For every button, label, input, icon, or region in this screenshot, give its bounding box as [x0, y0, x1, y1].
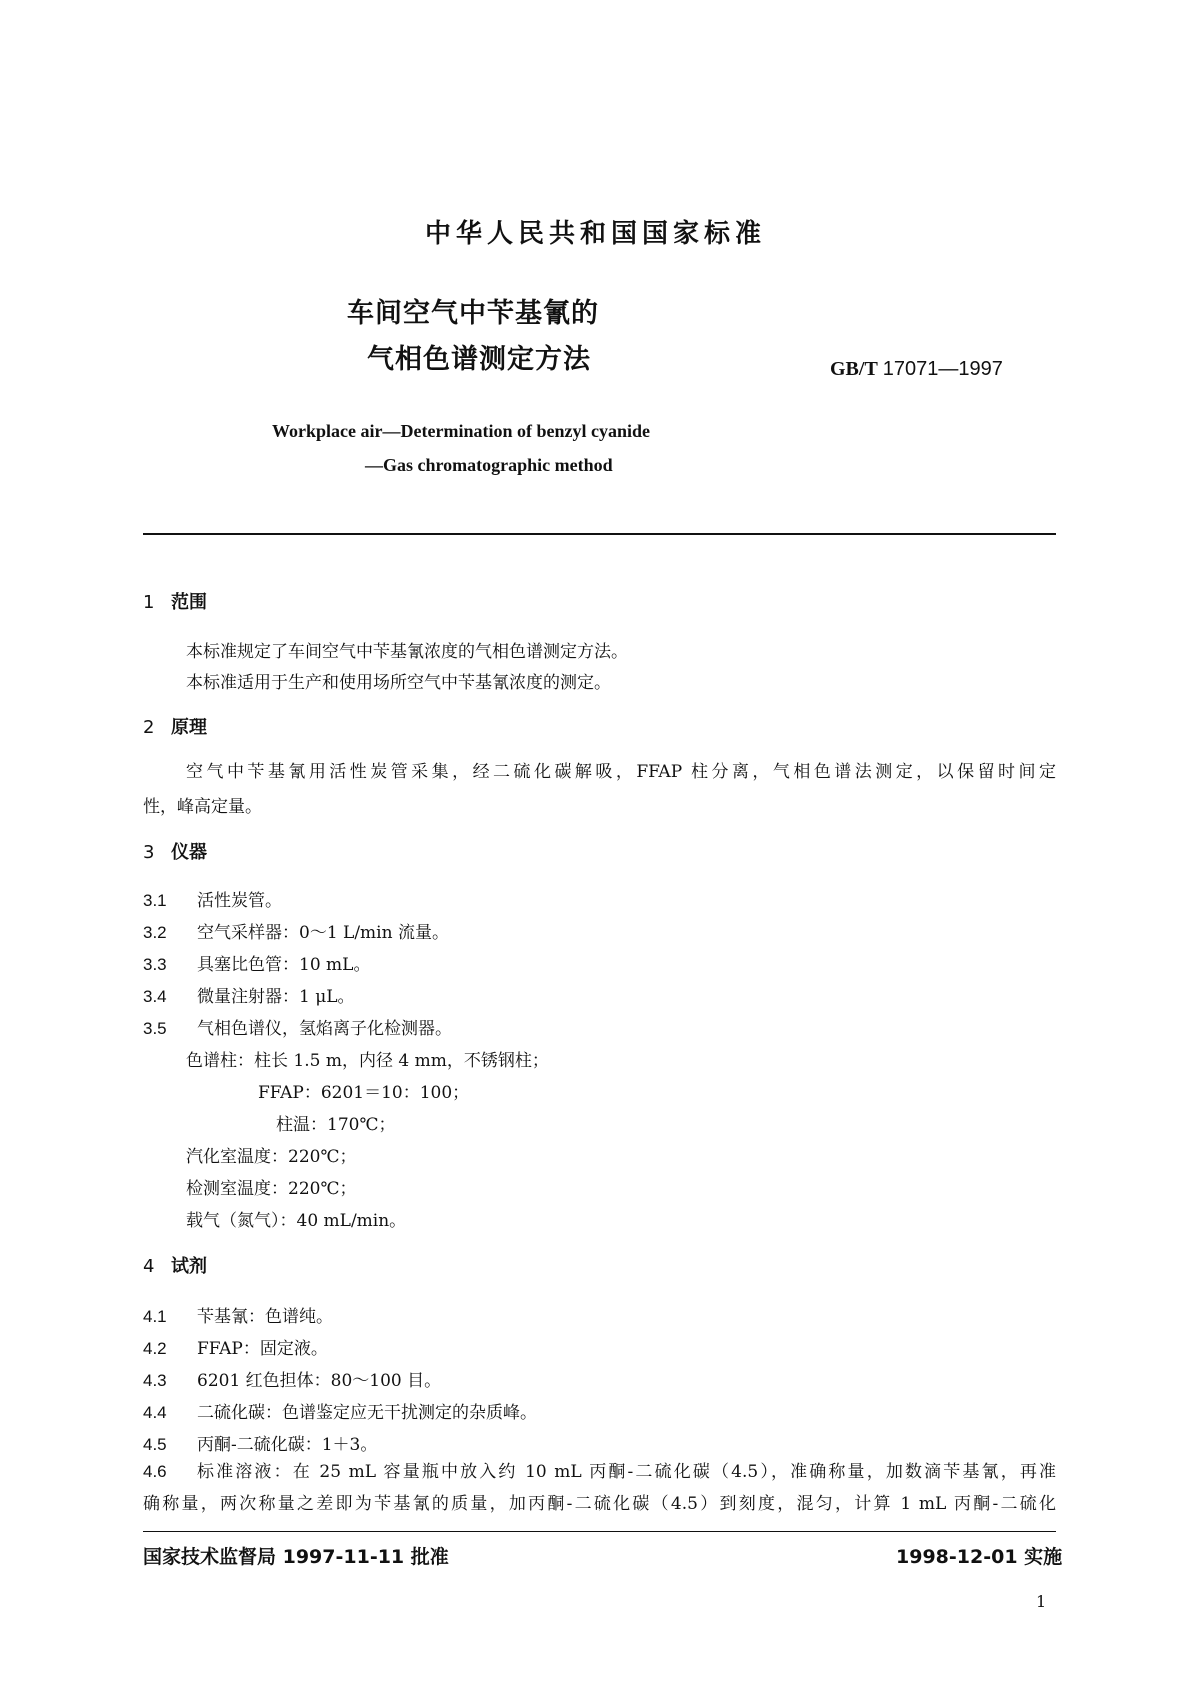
list-item — [143, 1014, 452, 1039]
section-number: 4 — [143, 1256, 155, 1277]
item-text: 气相色谱仪，氢焰离子化检测器。 — [197, 1019, 452, 1039]
item-text: 二硫化碳：色谱鉴定应无干扰测定的杂质峰。 — [197, 1403, 537, 1423]
ffap-ratio: FFAP：6201＝10：100； — [258, 1083, 470, 1103]
item-number: 4.5 — [143, 1435, 167, 1454]
item-number: 3.3 — [143, 955, 167, 974]
section-1-paragraph-1: 本标准规定了车间空气中苄基氰浓度的气相色谱测定方法。 — [186, 642, 628, 662]
column-spec: 色谱柱：柱长 1.5 m，内径 4 mm，不锈钢柱； — [186, 1051, 549, 1071]
list-item-number — [143, 1462, 197, 1482]
section-1-heading — [143, 588, 207, 614]
list-item — [143, 1334, 328, 1359]
list-item — [143, 1302, 333, 1327]
item-text: 丙酮-二硫化碳：1＋3。 — [197, 1435, 378, 1455]
section-title: 试剂 — [171, 1256, 207, 1277]
item-number: 4.6 — [143, 1462, 167, 1481]
list-item — [143, 886, 282, 911]
title-line-1: 车间空气中苄基氰的 — [347, 298, 599, 329]
item-number: 3.5 — [143, 1019, 167, 1038]
section-2-heading — [143, 713, 207, 739]
list-item — [143, 918, 449, 943]
section-number: 2 — [143, 717, 155, 738]
page-number: 1 — [1036, 1592, 1047, 1611]
section-3-heading — [143, 838, 207, 864]
item-number: 4.2 — [143, 1339, 167, 1358]
item-text: 空气采样器：0～1 L/min 流量。 — [197, 923, 449, 943]
section-number: 1 — [143, 592, 155, 613]
list-item — [143, 982, 355, 1007]
vaporizer-temperature: 汽化室温度：220℃； — [186, 1147, 357, 1167]
section-2-paragraph-line-2: 性，峰高定量。 — [143, 797, 262, 817]
list-item — [143, 950, 370, 975]
item-number: 3.2 — [143, 923, 167, 942]
item-number: 3.4 — [143, 987, 167, 1006]
section-4-heading — [143, 1252, 207, 1278]
item-number: 4.3 — [143, 1371, 167, 1390]
footer-divider — [143, 1531, 1056, 1532]
list-item — [143, 1398, 537, 1423]
carrier-gas: 载气（氮气）：40 mL/min。 — [186, 1211, 407, 1231]
detector-temperature: 检测室温度：220℃； — [186, 1179, 357, 1199]
standard-solution-line-2: 确称量，两次称量之差即为苄基氰的质量，加丙酮-二硫化碳（4.5）到刻度，混匀，计算 1 mL 丙酮-二硫化 — [143, 1494, 1056, 1514]
item-text: 6201 红色担体：80～100 目。 — [197, 1371, 442, 1391]
item-text: 苄基氰：色谱纯。 — [197, 1307, 333, 1327]
item-number: 3.1 — [143, 891, 167, 910]
section-title: 范围 — [171, 592, 207, 613]
section-2-paragraph-line-1: 空气中苄基氰用活性炭管采集，经二硫化碳解吸，FFAP 柱分离，气相色谱法测定，以保留时间定 — [186, 762, 1056, 782]
header-divider — [143, 533, 1056, 535]
standard-number — [830, 358, 1003, 381]
section-1-paragraph-2: 本标准适用于生产和使用场所空气中苄基氰浓度的测定。 — [186, 673, 611, 693]
implementation-date: 1998-12-01 实施 — [896, 1546, 1063, 1568]
item-text: 活性炭管。 — [197, 891, 282, 911]
standard-solution-line-1: 标准溶液：在 25 mL 容量瓶中放入约 10 mL 丙酮-二硫化碳（4.5），准确称量，加数滴苄基氰，再准 — [197, 1462, 1056, 1482]
standard-prefix: GB/T — [830, 358, 878, 380]
column-temperature: 柱温：170℃； — [276, 1115, 396, 1135]
list-item — [143, 1430, 377, 1455]
item-number: 4.1 — [143, 1307, 167, 1326]
item-number: 4.4 — [143, 1403, 167, 1422]
title-line-2: 气相色谱测定方法 — [367, 344, 591, 375]
approval-note: 国家技术监督局 1997-11-11 批准 — [143, 1546, 449, 1568]
list-item — [143, 1366, 441, 1391]
item-text: 具塞比色管：10 mL。 — [197, 955, 371, 975]
section-number: 3 — [143, 842, 155, 863]
national-standard-heading: 中华人民共和国国家标准 — [424, 219, 766, 249]
standard-code: 17071—1997 — [882, 358, 1003, 380]
english-title-line-2: —Gas chromatographic method — [365, 455, 613, 475]
english-title-line-1: Workplace air—Determination of benzyl cyanide — [272, 421, 650, 441]
section-title: 原理 — [171, 717, 207, 738]
section-title: 仪器 — [171, 842, 207, 863]
item-text: FFAP：固定液。 — [197, 1339, 328, 1359]
item-text: 微量注射器：1 μL。 — [197, 987, 355, 1007]
